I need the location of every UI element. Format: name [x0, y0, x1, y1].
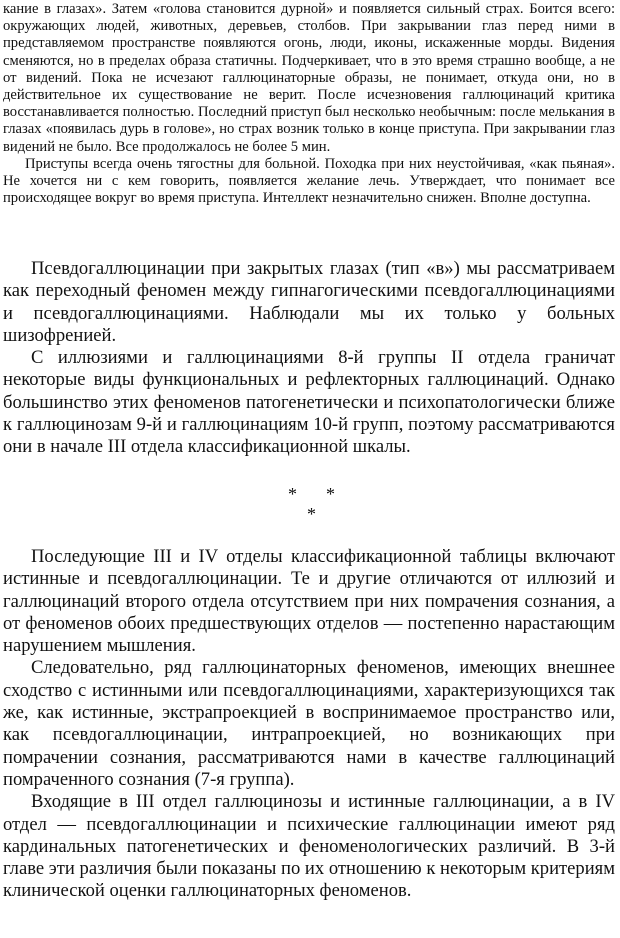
paragraph-departments: Последующие III и IV отделы классификационной таблицы включают истинные и псевдогаллюцинации. Те и другие отличаются от иллюзий и галлюцинаций второго отдела отсутствием при них помрачения сознания, а от феноменов обоих предшествующих отделов — постепенно нарастающим нарушением мышления. — [3, 546, 615, 657]
separator-star: * — [307, 504, 316, 524]
paragraph-pseudohallucinations: Псевдогаллюцинации при закрытых глазах (тип «в») мы рассматриваем как переходный феномен между гипнагогическими псевдогаллюцинациями и псевдогаллюцинациями. Наблюдали мы их только у больных шизофренией. — [3, 258, 615, 346]
paragraph-hallucinosis: Входящие в III отдел галлюцинозы и истинные галлюцинации, а в IV отдел — псевдогаллюцинации и психические галлюцинации имеют ряд кардинальных патогенетических и феноменологических различий. В 3-й главе эти различия были показаны по их отношению к некоторым критериям клинической оценки галлюцинаторных феноменов. — [3, 791, 615, 902]
case-paragraph-2: Приступы всегда очень тягостны для больной. Походка при них неустойчивая, «как пьяная». Не хочется ни с кем говорить, появляется желание лечь. Утверждает, что понимает все происходящее вокруг во время приступа. Интеллект незначительно снижен. Вполне доступна. — [3, 155, 615, 207]
separator-star: * — [288, 484, 297, 504]
paragraph-illusions: С иллюзиями и галлюцинациями 8-й группы II отдела граничат некоторые виды функциональных и рефлекторных галлюцинаций. Однако большинство этих феноменов патогенетически и психопатологически ближе к галлюцинозам 9-й и галлюцинациям 10-й групп, поэтому рассматриваются они в начале III отдела классификационной шкалы. — [3, 347, 615, 458]
separator-star: * — [326, 484, 335, 504]
section-separator — [0, 484, 620, 524]
paragraph-consequently: Следовательно, ряд галлюцинаторных феноменов, имеющих внешнее сходство с истинными или псевдогаллюцинациями, характеризующихся так же, как истинные, экстрапроекцией в воспринимаемое пространство или, как псевдогаллюцинации, интрапроекцией, но возникающих при помрачении сознания, рассматриваются нами в качестве галлюцинаций помраченного сознания (7-я группа). — [3, 657, 615, 790]
main-text-section-a — [3, 258, 615, 459]
case-paragraph-1: кание в глазах». Затем «голова становится дурной» и появляется сильный страх. Боится всего: окружающих людей, животных, деревьев, столбов. При закрывании глаз перед ними в представляемом пространстве появляются огонь, люди, иконы, искаженные морды. Видения сменяются, но в пределах образа статичны. Подчеркивает, что в это время страшно вообще, а не от видений. Пока не исчезают галлюцинаторные образы, не понимает, откуда они, но в действительное их существование не верит. После исчезновения галлюцинаций критика восстанавливается полностью. Последний приступ был несколько необычным: после мелькания в глазах «появилась дурь в голове», но страх возник только в конце приступа. При закрывании глаз видений не было. Все продолжалось не более 5 мин. — [3, 1, 615, 155]
main-text-section-b — [3, 546, 615, 903]
case-description — [3, 0, 615, 207]
